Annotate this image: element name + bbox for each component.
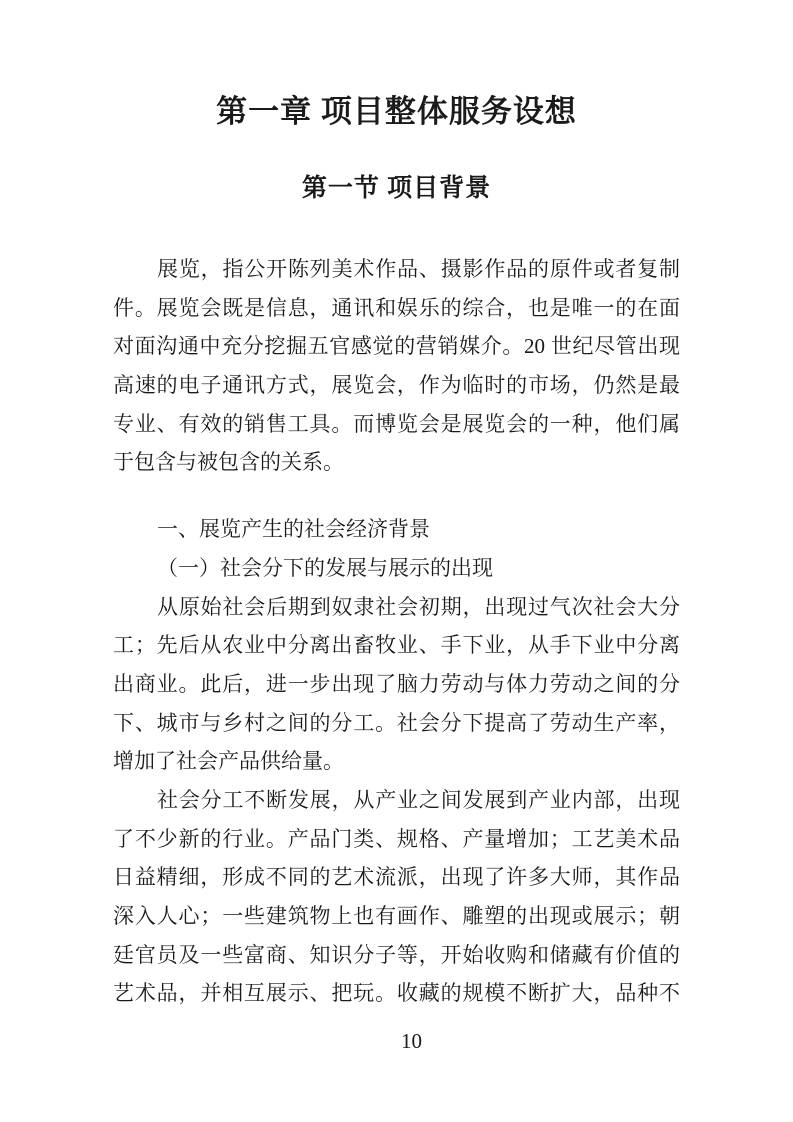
page-number: 10 [401,1029,422,1053]
section-heading-line: 一、展览产生的社会经济背景 [157,517,430,542]
text-line: 社会分工不断发展，从产业之间发展到产业内部，出现 [157,787,680,812]
text-line: 展览，指公开陈列美术作品、摄影作品的原件或者复制 [157,257,680,281]
text-line: 件。展览会既是信息，通讯和娱乐的综合，也是唯一的在面 [113,295,680,320]
text-line: 廷官员及一些富商、知识分子等，开始收购和储藏有价值的 [113,942,680,967]
text-line: 从原始社会后期到奴隶社会初期，出现过气次社会大分 [157,594,680,619]
text-line: 出商业。此后，进一步出现了脑力劳动与体力劳动之间的分 [113,671,680,696]
document-body [113,250,680,1013]
text-line: 高速的电子通讯方式，展览会，作为临时的市场，仍然是最 [113,373,680,398]
text-line: 于包含与被包含的关系。 [113,450,344,475]
paragraph-spacer [113,482,680,510]
text-line: 专业、有效的销售工具。而博览会是展览会的一种，他们属 [113,411,680,436]
text-line: 了不少新的行业。产品门类、规格、产量增加；工艺美术品 [113,826,680,851]
text-line: 日益精细，形成不同的艺术流派，出现了许多大师，其作品 [113,865,680,890]
section-title: 第一节 项目背景 [301,175,492,202]
text-line: 艺术品，并相互展示、把玩。收藏的规模不断扩大，品种不 [113,981,680,1006]
text-line: 深入人心；一些建筑物上也有画作、雕塑的出现或展示；朝 [113,904,680,928]
text-line: 对面沟通中充分挖掘五官感觉的营销媒介。20 世纪尽管出现 [113,334,680,359]
text-line: 下、城市与乡村之间的分工。社会分下提高了劳动生产率， [113,710,680,735]
text-line: 工；先后从农业中分离出畜牧业、手下业，从手下业中分离 [113,633,680,658]
chapter-title: 第一章 项目整体服务设想 [216,94,577,129]
text-line: 增加了社会产品供给量。 [113,749,344,774]
section-heading-line: （一）社会分下的发展与展示的出现 [157,555,493,580]
